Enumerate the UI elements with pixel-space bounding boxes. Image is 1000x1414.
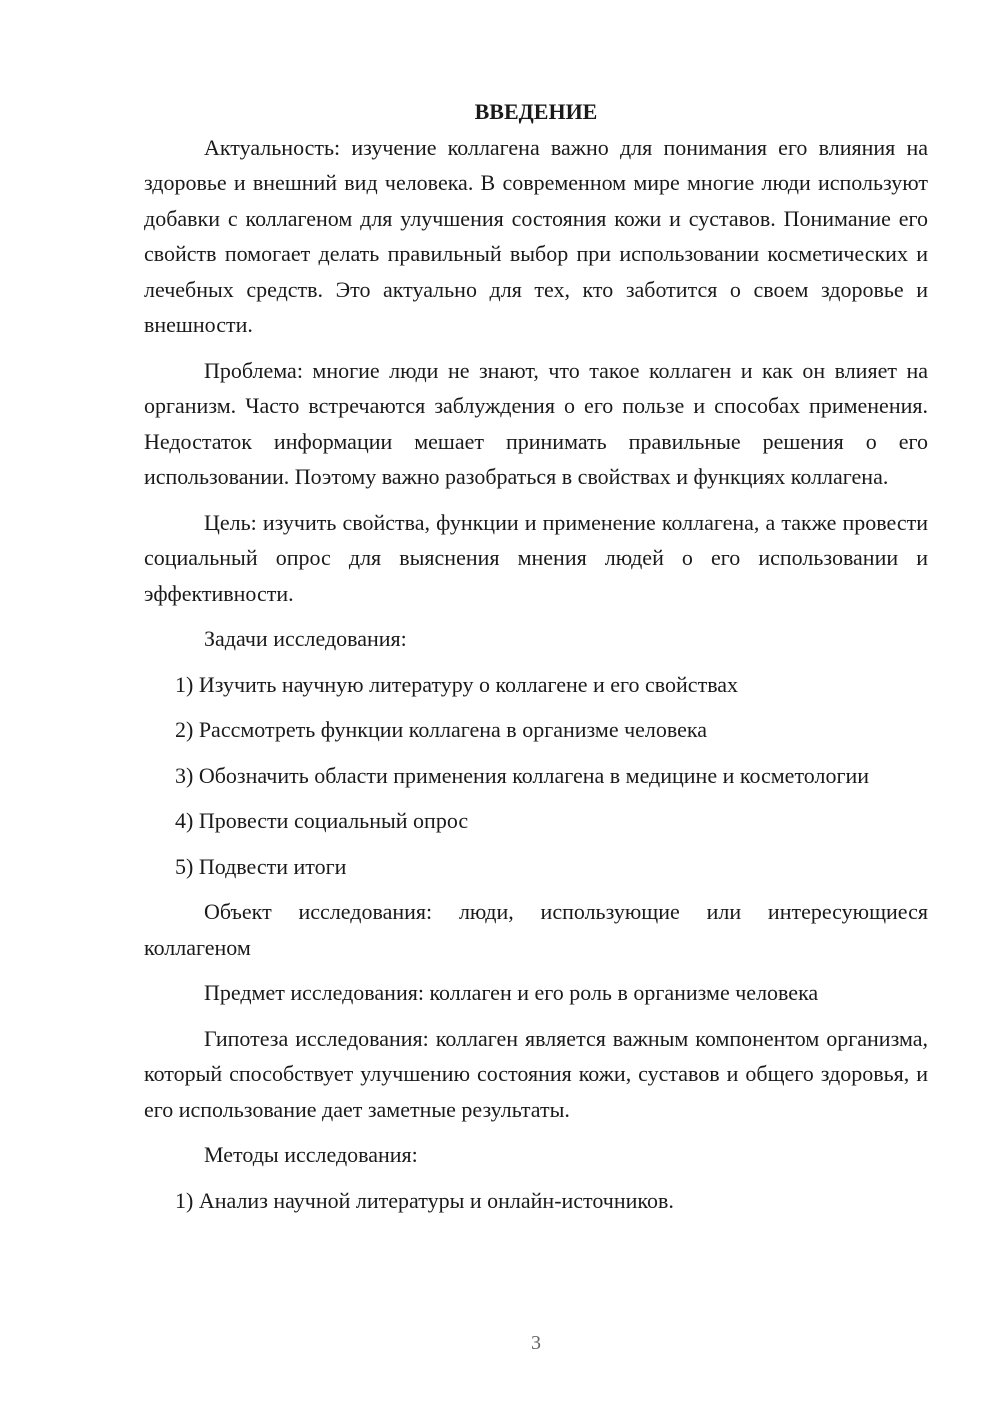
task-item-1: 1) Изучить научную литературу о коллагене и его свойствах [175,671,739,697]
method-item-1: 1) Анализ научной литературы и онлайн-источников. [175,1187,674,1213]
section-title: ВВЕДЕНИЕ [474,99,598,124]
subject-paragraph: Предмет исследования: коллаген и его роль в организме человека [204,980,819,1005]
hypothesis-paragraph: Гипотеза исследования: коллаген является важным компонентом организма, который способствует улучшению состояния кожи, суставов и общего здоровья, и его использование дает заметные результаты. [144,1025,928,1122]
object-paragraph: Объект исследования: люди, использующие или интересующиеся коллагеном [144,899,928,960]
relevance-paragraph: Актуальность: изучение коллагена важно для понимания его влияния на здоровье и внешний вид человека. В современном мире многие люди используют добавки с коллагеном для улучшения состояния кожи и суставов. Понимание его свойств помогает делать правильный выбор при использовании косметических и лечебных средств. Это актуально для тех, кто заботится о своем здоровье и внешности. [144,134,928,337]
methods-heading: Методы исследования: [204,1142,418,1167]
task-item-2: 2) Рассмотреть функции коллагена в организме человека [175,717,708,742]
page-number: 3 [531,1332,541,1354]
goal-paragraph: Цель: изучить свойства, функции и применение коллагена, а также провести социальный опрос для выяснения мнения людей о его использовании и эффективности. [144,509,928,606]
task-item-4: 4) Провести социальный опрос [175,808,469,833]
problem-paragraph: Проблема: многие люди не знают, что такое коллаген и как он влияет на организм. Часто встречаются заблуждения о его пользе и способах применения. Недостаток информации мешает принимать правильные решения о его использовании. Поэтому важно разобраться в свойствах и функциях коллагена. [144,357,928,489]
page-content [144,94,928,1228]
tasks-heading: Задачи исследования: [204,626,407,651]
task-item-5: 5) Подвести итоги [175,853,347,879]
task-item-3: 3) Обозначить области применения коллагена в медицине и косметологии [175,762,870,788]
